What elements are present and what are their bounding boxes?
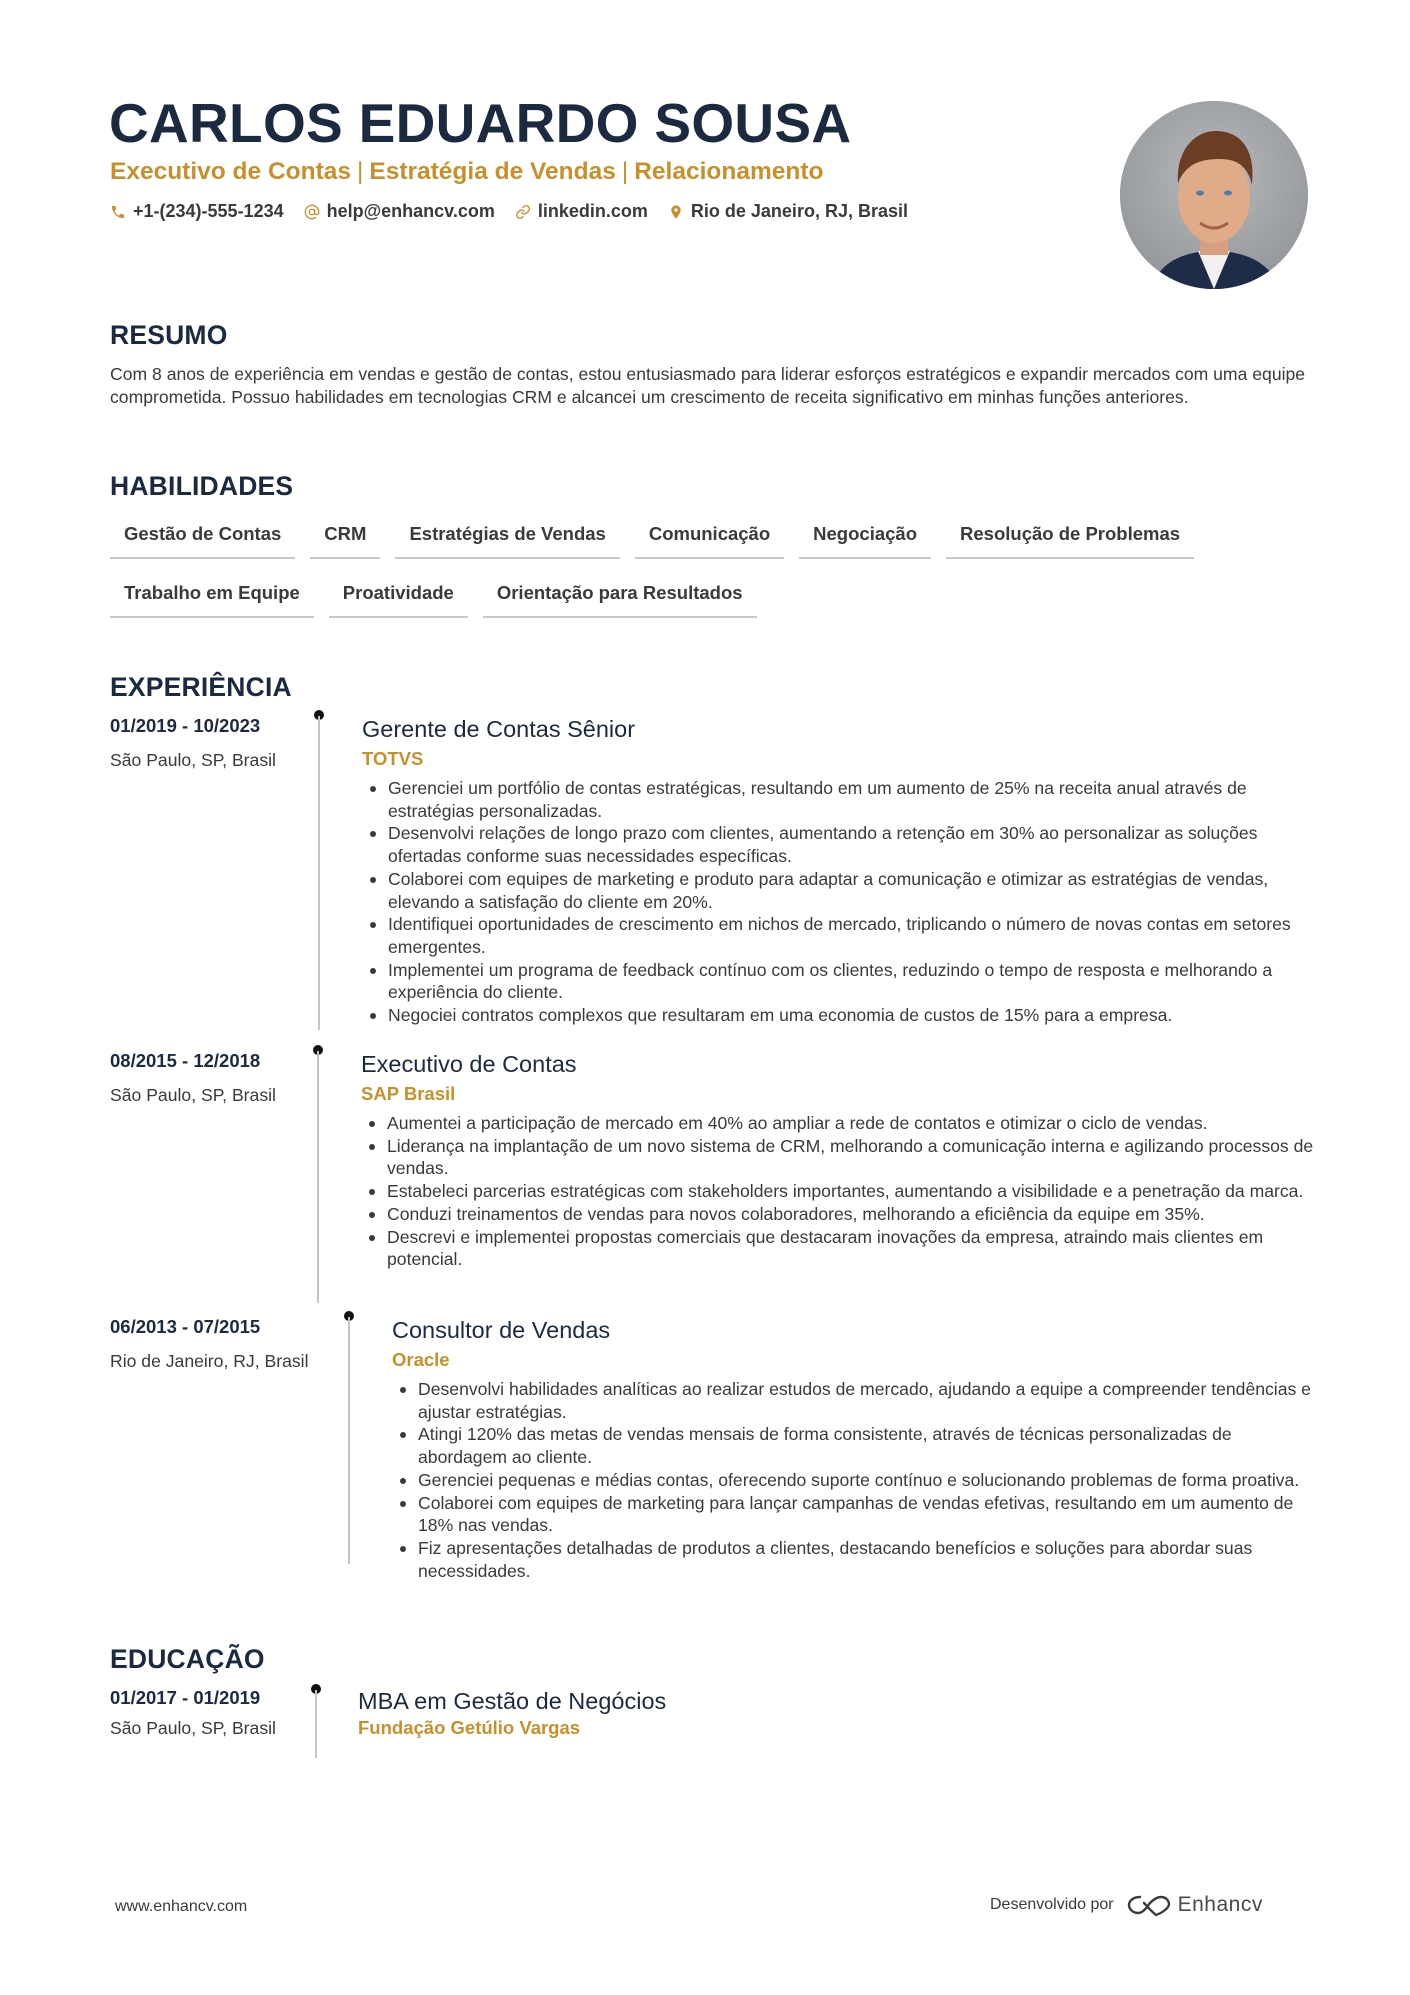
achievement-item: Implementei um programa de feedback contínuo com os clientes, reduzindo o tempo de resposta e melhorando a experiência do cliente. [362,959,1322,1004]
footer-website[interactable]: www.enhancv.com [115,1898,248,1915]
achievement-item: Conduzi treinamentos de vendas para novos colaboradores, melhorando a eficiência da equipe em 35%. [361,1203,1322,1226]
footer-branding [990,1893,1263,1917]
section-title-summary: RESUMO [110,320,228,350]
company-name: Oracle [392,1349,450,1370]
job-title: Gerente de Contas Sênior [362,716,636,742]
brand-name: Enhancv [1177,1893,1263,1916]
entry-content [392,1315,1322,1582]
skill-tag: Orientação para Resultados [483,579,757,618]
skill-tag: Proatividade [329,579,468,618]
timeline-line [317,1051,319,1303]
summary-text: Com 8 anos de experiência em vendas e gestão de contas, estou entusiasmado para liderar esforços estratégicos e expandir mercados com uma equipe comprometida. Possuo habilidades em tecnologias CRM e alcancei um crescimento de receita significativo em minhas funções anteriores. [110,364,1306,407]
achievement-item: Atingi 120% das metas de vendas mensais de forma consistente, através de técnicas personalizadas de abordagem ao cliente. [392,1423,1322,1468]
entry-meta [110,1686,276,1740]
entry-meta [110,1315,309,1373]
achievement-item: Colaborei com equipes de marketing para lançar campanhas de vendas efetivas, resultando em um aumento de 18% nas vendas. [392,1492,1322,1537]
achievement-item: Descrevi e implementei propostas comerciais que destacaram inovações da empresa, atraindo mais clientes em potencial. [361,1226,1322,1271]
phone-icon [110,204,126,220]
achievement-item: Desenvolvi relações de longo prazo com clientes, aumentando a retenção em 30% ao personalizar as soluções ofertadas conforme suas necessidades específicas. [362,822,1322,867]
contact-email[interactable] [304,201,495,222]
contact-info [110,201,928,222]
candidate-name: CARLOS EDUARDO SOUSA [109,92,852,154]
degree-title: MBA em Gestão de Negócios [358,1688,667,1714]
at-icon [304,204,320,220]
link-icon [515,204,531,220]
skill-tag: Negociação [799,520,931,559]
achievement-item: Estabeleci parcerias estratégicas com stakeholders importantes, aumentando a visibilidade e a penetração da marca. [361,1180,1322,1203]
timeline-line [318,716,320,1030]
entry-meta [110,1049,276,1107]
headline-separator: | [621,158,629,185]
headline-part: Relacionamento [634,158,824,185]
contact-linkedin[interactable] [515,201,648,222]
powered-by-label: Desenvolvido por [990,1896,1114,1913]
skills-list [110,520,1320,618]
email-text: help@enhancv.com [326,201,495,221]
entry-dates: 01/2017 - 01/2019 [110,1687,261,1708]
achievement-item: Identifiquei oportunidades de crescimento em nichos de mercado, triplicando o número de novas contas em setores emergentes. [362,913,1322,958]
job-title: Executivo de Contas [361,1051,577,1077]
achievement-list [362,777,1322,1027]
headline-part: Executivo de Contas [110,158,351,185]
entry-content [362,714,1322,1027]
achievement-item: Gerenciei um portfólio de contas estratégicas, resultando em um aumento de 25% na receita anual através de estratégias personalizadas. [362,777,1322,822]
company-name: SAP Brasil [361,1083,456,1104]
school-name: Fundação Getúlio Vargas [358,1717,581,1738]
phone-text: +1-(234)-555-1234 [133,201,284,221]
entry-content [361,1049,1322,1271]
achievement-list [392,1378,1322,1582]
entry-dates: 08/2015 - 12/2018 [110,1050,261,1071]
entry-location: Rio de Janeiro, RJ, Brasil [110,1351,309,1371]
entry-meta [110,714,276,772]
contact-location [668,201,908,222]
achievement-item: Gerenciei pequenas e médias contas, oferecendo suporte contínuo e solucionando problemas de forma proativa. [392,1469,1322,1492]
section-title-skills: HABILIDADES [110,471,294,501]
achievement-item: Liderança na implantação de um novo sistema de CRM, melhorando a comunicação interna e agilizando processos de vendas. [361,1135,1322,1180]
contact-phone[interactable] [110,201,284,222]
linkedin-text: linkedin.com [537,201,648,221]
profile-photo [1120,101,1308,289]
skill-tag: Estratégias de Vendas [395,520,619,559]
entry-location: São Paulo, SP, Brasil [110,750,276,770]
skill-tag: Gestão de Contas [110,520,295,559]
skill-tag: Trabalho em Equipe [110,579,314,618]
entry-location: São Paulo, SP, Brasil [110,1718,276,1738]
timeline-line [315,1690,317,1758]
achievement-item: Desenvolvi habilidades analíticas ao realizar estudos de mercado, ajudando a equipe a compreender tendências e ajustar estratégias. [392,1378,1322,1423]
location-text: Rio de Janeiro, RJ, Brasil [690,201,908,221]
entry-content [358,1686,1318,1740]
achievement-item: Negociei contratos complexos que resultaram em uma economia de custos de 15% para a empresa. [362,1004,1322,1027]
timeline-line [348,1317,350,1564]
entry-location: São Paulo, SP, Brasil [110,1085,276,1105]
skill-tag: CRM [310,520,380,559]
enhancv-logo-icon [1126,1893,1172,1917]
achievement-item: Colaborei com equipes de marketing e produto para adaptar a comunicação e otimizar as estratégias de vendas, elevando a satisfação do cliente em 20%. [362,868,1322,913]
achievement-item: Fiz apresentações detalhadas de produtos a clientes, destacando benefícios e soluções para abordar suas necessidades. [392,1537,1322,1582]
headline [110,157,823,186]
headline-part: Estratégia de Vendas [369,158,616,185]
job-title: Consultor de Vendas [392,1317,611,1343]
achievement-list [361,1112,1322,1271]
avatar [1120,101,1308,289]
skill-tag: Comunicação [635,520,784,559]
map-pin-icon [668,204,684,220]
section-title-experience: EXPERIÊNCIA [110,672,292,702]
skill-tag: Resolução de Problemas [946,520,1194,559]
company-name: TOTVS [362,748,424,769]
headline-separator: | [356,158,364,185]
entry-dates: 01/2019 - 10/2023 [110,715,261,736]
achievement-item: Aumentei a participação de mercado em 40% ao ampliar a rede de contatos e otimizar o ciclo de vendas. [361,1112,1322,1135]
section-title-education: EDUCAÇÃO [110,1644,265,1674]
entry-dates: 06/2013 - 07/2015 [110,1316,261,1337]
